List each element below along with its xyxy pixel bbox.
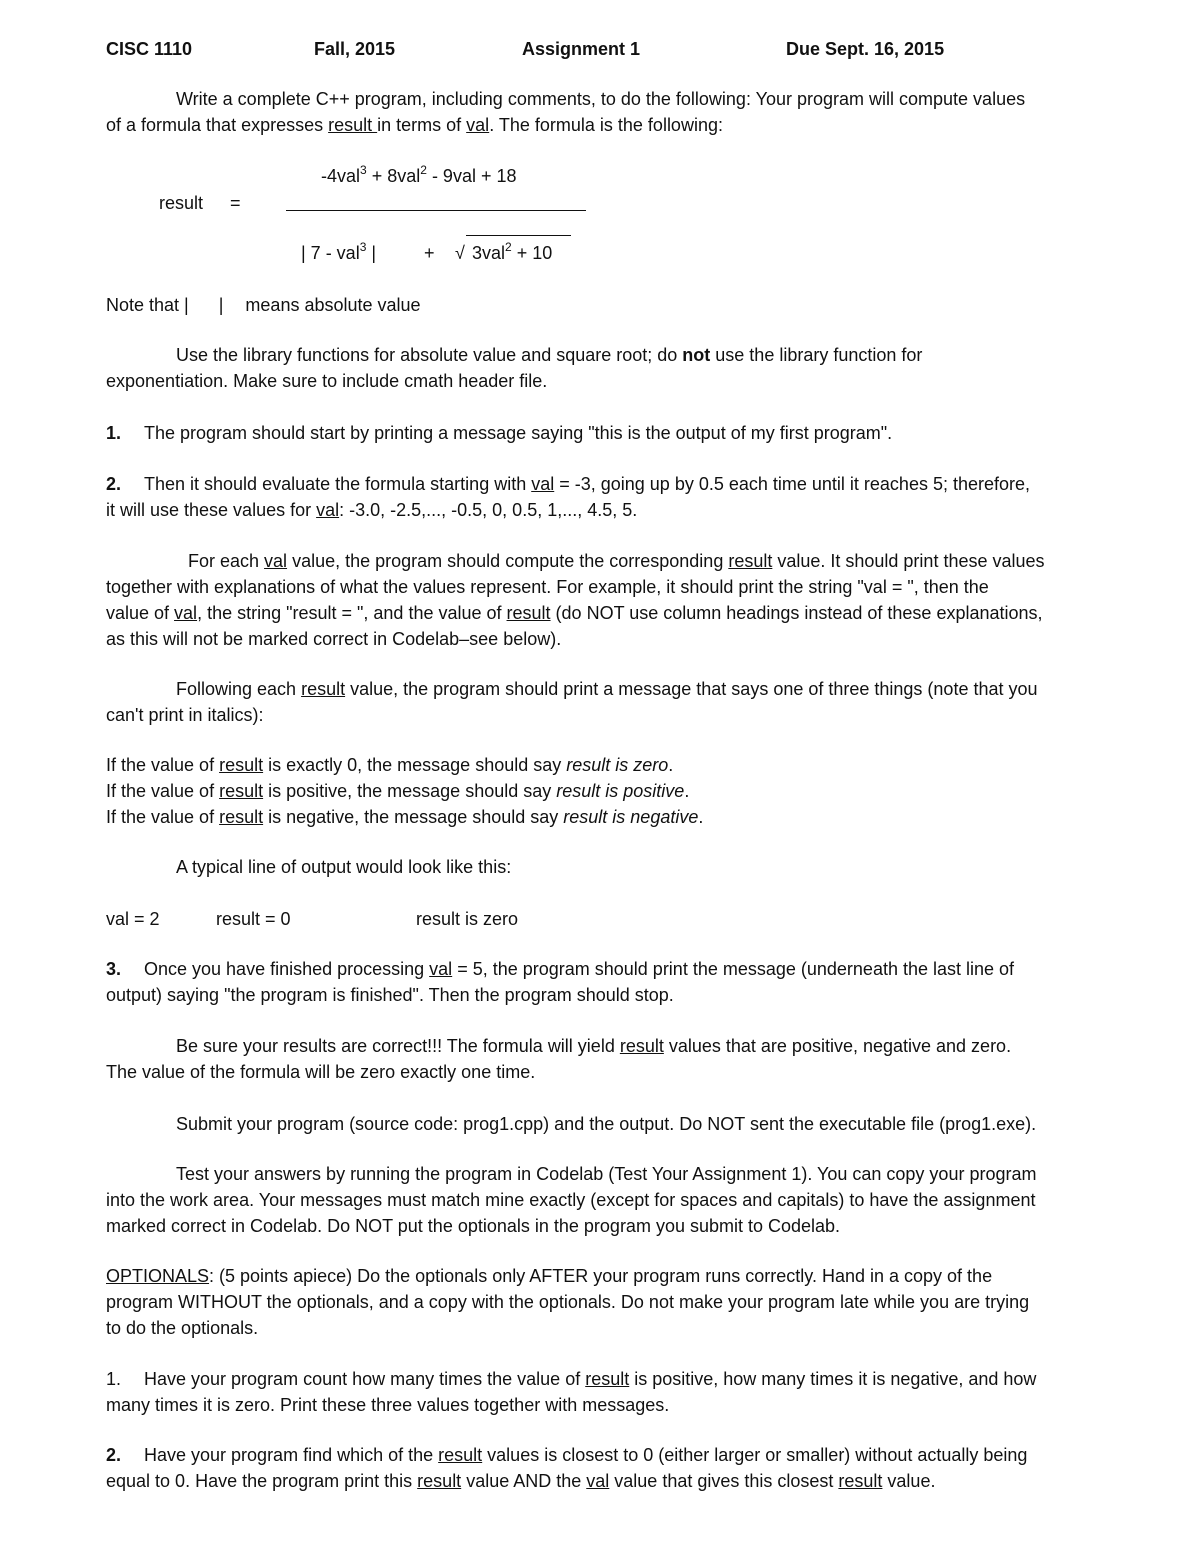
step-3: 3. Once you have finished processing val = 5, the program should print the message (underneath the last line of output) saying "the program is finished". Then the program should stop. [106,959,1015,1005]
term: Fall, 2015 [314,39,396,59]
intro-paragraph: Write a complete C++ program, including comments, to do the following: Your program will compute values of a formula that expresses result in terms of val. The formula is the following: [106,89,1026,135]
course-code: CISC 1110 [106,39,193,59]
test-paragraph: Test your answers by running the program in Codelab (Test Your Assignment 1). You can copy your program into the work area. Your messages must match mine exactly (except for spaces and capitals) to have the assignment marked correct in Codelab. Do NOT put the optionals in the program you submit to Codelab. [106,1164,1037,1236]
optionals-label: OPTIONALS [106,1266,210,1286]
formula-denominator-root: 3val$^2$ + 10 [472,240,553,263]
due-date: Due Sept. 16, 2015 [786,39,945,59]
optional-1: 1. Have your program count how many times the value of result is positive, how many times it is negative, and how many times it is zero. Print these three values together with messages. [106,1369,1037,1415]
library-paragraph: Use the library functions for absolute value and square root; do not use the library function for exponentiation. Make sure to include cmath header file. [106,345,923,391]
for-each-paragraph: For each val value, the program should compute the corresponding result value. It should print these values together with explanations of what the values represent. For example, it should print the string "val = ", then the value of val, the string "result = ", and the value of result (do NOT use column headings instead of these explanations, as this will not be marked correct in Codelab–see below). [106,551,1045,649]
fraction-bar [286,210,586,211]
document-header [106,36,1146,64]
step-2: 2. Then it should evaluate the formula starting with val = -3, going up by 0.5 each time until it reaches 5; therefore, it will use these values for val: -3.0, -2.5,..., -0.5, 0, 0.5, 1,..., 4.5, 5. [106,474,1031,520]
step-1: 1. The program should start by printing a message saying "this is the output of my first program". [106,423,893,443]
formula-equals: = [230,193,241,213]
formula-numerator: -4val$^3$ + 8val$^2$ - 9val + 18 [321,163,517,186]
typical-output-intro: A typical line of output would look like this: [176,857,512,877]
assignment-title: Assignment 1 [522,39,641,59]
formula-denominator-abs: | 7 - val$^3$ | [301,240,377,263]
sample-output-line: val = 2 result = 0 result is zero [106,909,519,929]
following-paragraph: Following each result value, the program should print a message that says one of three things (note that you can't print in italics): [106,679,1038,725]
note-absolute: Note that | | means absolute value [106,295,421,315]
optional-2: 2. Have your program find which of the result values is closest to 0 (either larger or smaller) without actually being equal to 0. Have the program print this result value AND the val value that gives this closest result value. [106,1445,1028,1491]
be-sure-paragraph: Be sure your results are correct!!! The formula will yield result values that are positive, negative and zero. The value of the formula will be zero exactly one time. [106,1036,1012,1082]
result-cases [106,752,1146,830]
sqrt-vinculum [466,235,571,236]
formula-plus: + [424,243,435,263]
formula-lhs: result [159,193,204,213]
case-positive: If the value of result is positive, the message should say result is positive. [106,781,690,801]
sqrt-icon: √ [455,243,465,263]
case-negative: If the value of result is negative, the message should say result is negative. [106,807,704,827]
submit-paragraph: Submit your program (source code: prog1.cpp) and the output. Do NOT sent the executable file (prog1.exe). [176,1114,1037,1134]
case-zero: If the value of result is exactly 0, the message should say result is zero. [106,755,674,775]
assignment-page [106,36,1146,1491]
optionals-paragraph: OPTIONALS: (5 points apiece) Do the optionals only AFTER your program runs correctly. Hand in a copy of the program WITHOUT the optionals, and a copy with the optionals. Do not make your program late while you are trying to do the optionals. [106,1266,1030,1338]
